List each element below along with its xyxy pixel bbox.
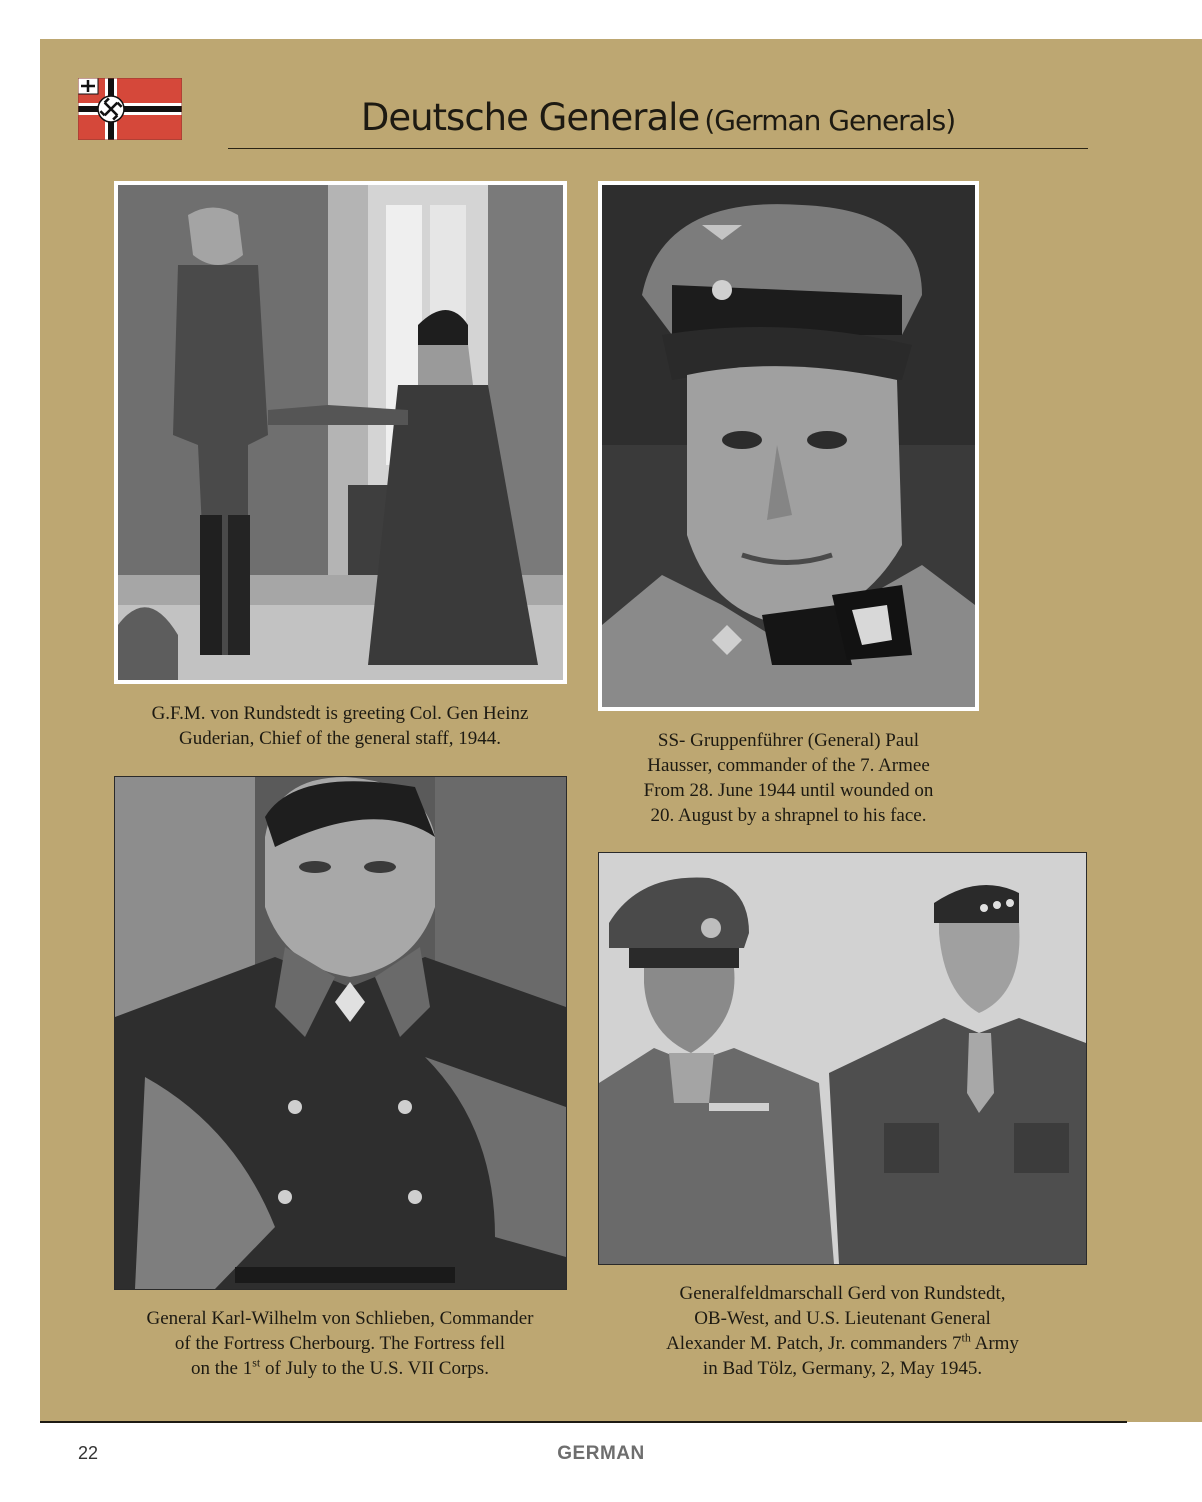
footer-divider bbox=[40, 1421, 1127, 1423]
title-subtitle: (German Generals) bbox=[704, 104, 956, 137]
caption-fragment: Alexander M. Patch, Jr. commanders 7 bbox=[666, 1333, 962, 1354]
caption-line: 20. August by a shrapnel to his face. bbox=[650, 805, 927, 826]
caption-photo-4 bbox=[598, 1281, 1087, 1381]
photo-portrait-coat bbox=[114, 776, 567, 1290]
caption-fragment: Army bbox=[970, 1333, 1019, 1354]
caption-line: General Karl-Wilhelm von Schlieben, Commander bbox=[146, 1308, 534, 1329]
caption-line: G.F.M. von Rundstedt is greeting Col. Gen Heinz bbox=[151, 703, 529, 724]
caption-line: in Bad Tölz, Germany, 2, May 1945. bbox=[702, 1358, 983, 1379]
page-title bbox=[228, 96, 1088, 149]
caption-line: OB-West, and U.S. Lieutenant General bbox=[694, 1308, 991, 1329]
photo-handshake bbox=[114, 181, 567, 684]
page-number: 22 bbox=[78, 1443, 99, 1463]
caption-line: From 28. June 1944 until wounded on bbox=[643, 780, 934, 801]
war-ensign-flag-icon bbox=[78, 78, 182, 140]
caption-fragment: of July to the U.S. VII Corps. bbox=[260, 1358, 489, 1379]
caption-superscript: th bbox=[961, 1330, 971, 1345]
caption-line: of the Fortress Cherbourg. The Fortress fell bbox=[174, 1333, 506, 1354]
caption-line-with-superscript bbox=[598, 1331, 1087, 1356]
caption-photo-3 bbox=[110, 1306, 570, 1381]
caption-line-with-superscript bbox=[110, 1356, 570, 1381]
photo-portrait-cap bbox=[598, 181, 979, 711]
caption-fragment: on the 1 bbox=[191, 1358, 253, 1379]
caption-photo-2 bbox=[598, 728, 979, 828]
photo-two-officers bbox=[598, 852, 1087, 1265]
caption-superscript: st bbox=[252, 1355, 261, 1370]
caption-line: Hausser, commander of the 7. Armee bbox=[647, 755, 930, 776]
footer-section-label: GERMAN bbox=[557, 1443, 645, 1464]
caption-line: Generalfeldmarschall Gerd von Rundstedt, bbox=[679, 1283, 1006, 1304]
caption-line: SS- Gruppenführer (General) Paul bbox=[657, 730, 920, 751]
caption-photo-1 bbox=[110, 701, 570, 751]
caption-line: Guderian, Chief of the general staff, 1944. bbox=[178, 728, 502, 749]
title-main: Deutsche Generale bbox=[360, 96, 700, 139]
